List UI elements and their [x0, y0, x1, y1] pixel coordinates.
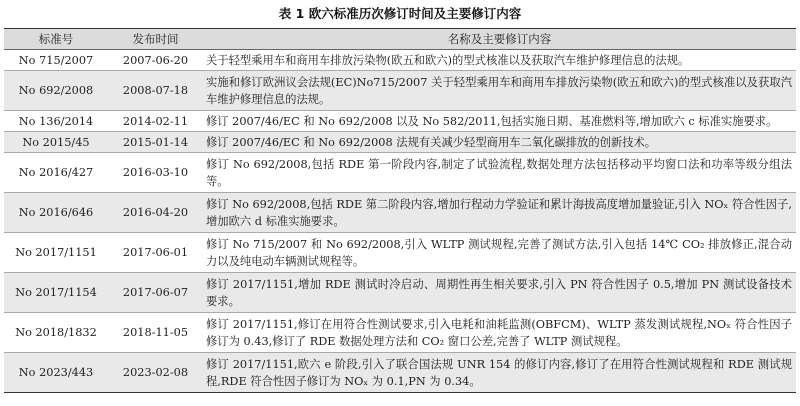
- table-caption: 表 1 欧六标准历次修订时间及主要修订内容: [278, 6, 522, 21]
- table-row: [4, 313, 796, 353]
- release-date: 2015-01-14: [122, 135, 189, 149]
- release-date: 2018-11-05: [122, 326, 189, 339]
- release-date: 2008-07-18: [122, 84, 189, 97]
- standard-no: No 2023/443: [18, 366, 94, 379]
- table-row: [4, 111, 796, 132]
- release-date: 2007-06-20: [122, 53, 189, 67]
- standard-no: No 2017/1151: [15, 246, 97, 259]
- revision-content: 修订 2007/46/EC 和 No 692/2008 以及 No 582/2011,包括实施日期、基准燃料等,增加欧六 c 标准实施要求。: [206, 114, 778, 128]
- table-row: [4, 71, 796, 111]
- standard-no: No 2016/427: [18, 166, 94, 179]
- table-row: [4, 273, 796, 313]
- revision-content: 修订 2017/1151,修订在用符合性测试要求,引入电耗和油耗监测(OBFCM)、WLTP 蒸发测试规程,NOₓ 符合性因子修订为 0.43,修订了 RDE 数据处理方法和 CO₂ 窗口公差,完善了 WLTP 测试规程。: [206, 317, 792, 348]
- standard-no: No 2018/1832: [15, 326, 97, 339]
- revision-content: 关于轻型乘用车和商用车排放污染物(欧五和欧六)的型式核准以及获取汽车维护修理信息的法规。: [206, 53, 690, 67]
- standard-no: No 715/2007: [18, 53, 94, 67]
- standard-no: No 2017/1154: [15, 286, 97, 299]
- revision-content: 实施和修订欧洲议会法规(EC)No715/2007 关于轻型乘用车和商用车排放污染物(欧五和欧六)的型式核准以及获取汽车维护修理信息的法规。: [206, 75, 792, 106]
- revision-content: 修订 2007/46/EC 和 No 692/2008 法规有关减少轻型商用车二氧化碳排放的创新技术。: [206, 135, 657, 149]
- header-row: [4, 29, 796, 50]
- release-date: 2016-03-10: [122, 166, 189, 179]
- standard-no: No 136/2014: [18, 114, 94, 128]
- revision-content: 修订 2017/1151,欧六 e 阶段,引入了联合国法规 UNR 154 的修订内容,修订了在用符合性测试规程和 RDE 测试规程,RDE 符合性因子修订为 NOₓ 为 0.1,PN 为 0.34。: [206, 357, 792, 388]
- release-date: 2023-02-08: [122, 366, 189, 379]
- table-row: [4, 193, 796, 233]
- table-row: [4, 233, 796, 273]
- table-row: [4, 50, 796, 71]
- table-row: [4, 353, 796, 393]
- revision-content: 修订 No 715/2007 和 No 692/2008,引入 WLTP 测试规程,完善了测试方法,引入包括 14℃ CO₂ 排放修正,混合动力以及纯电动车辆测试规程等。: [206, 237, 792, 268]
- table-row: [4, 153, 796, 193]
- standard-no: No 692/2008: [18, 84, 94, 97]
- release-date: 2017-06-01: [122, 246, 189, 259]
- revision-content: 修订 2017/1151,增加 RDE 测试时冷启动、周期性再生相关要求,引入 PN 符合性因子 0.5,增加 PN 测试设备技术要求。: [206, 277, 792, 308]
- release-date: 2017-06-07: [122, 286, 189, 299]
- release-date: 2016-04-20: [122, 206, 189, 219]
- table-row: [4, 132, 796, 153]
- header-release-date: 发布时间: [108, 29, 203, 50]
- standard-no: No 2015/45: [22, 135, 90, 149]
- revision-content: 修订 No 692/2008,包括 RDE 第二阶段内容,增加行程动力学验证和累计海拔高度增加量验证,引入 NOₓ 符合性因子,增加欧六 d 标准实施要求。: [206, 197, 792, 228]
- standard-no: No 2016/646: [18, 206, 94, 219]
- header-content: 名称及主要修订内容: [203, 29, 796, 50]
- revision-table: [4, 28, 796, 393]
- revision-content: 修订 No 692/2008,包括 RDE 第一阶段内容,制定了试验流程,数据处理方法包括移动平均窗口法和功率等级分组法等。: [206, 157, 792, 188]
- header-standard-no: 标准号: [4, 29, 108, 50]
- release-date: 2014-02-11: [122, 114, 189, 128]
